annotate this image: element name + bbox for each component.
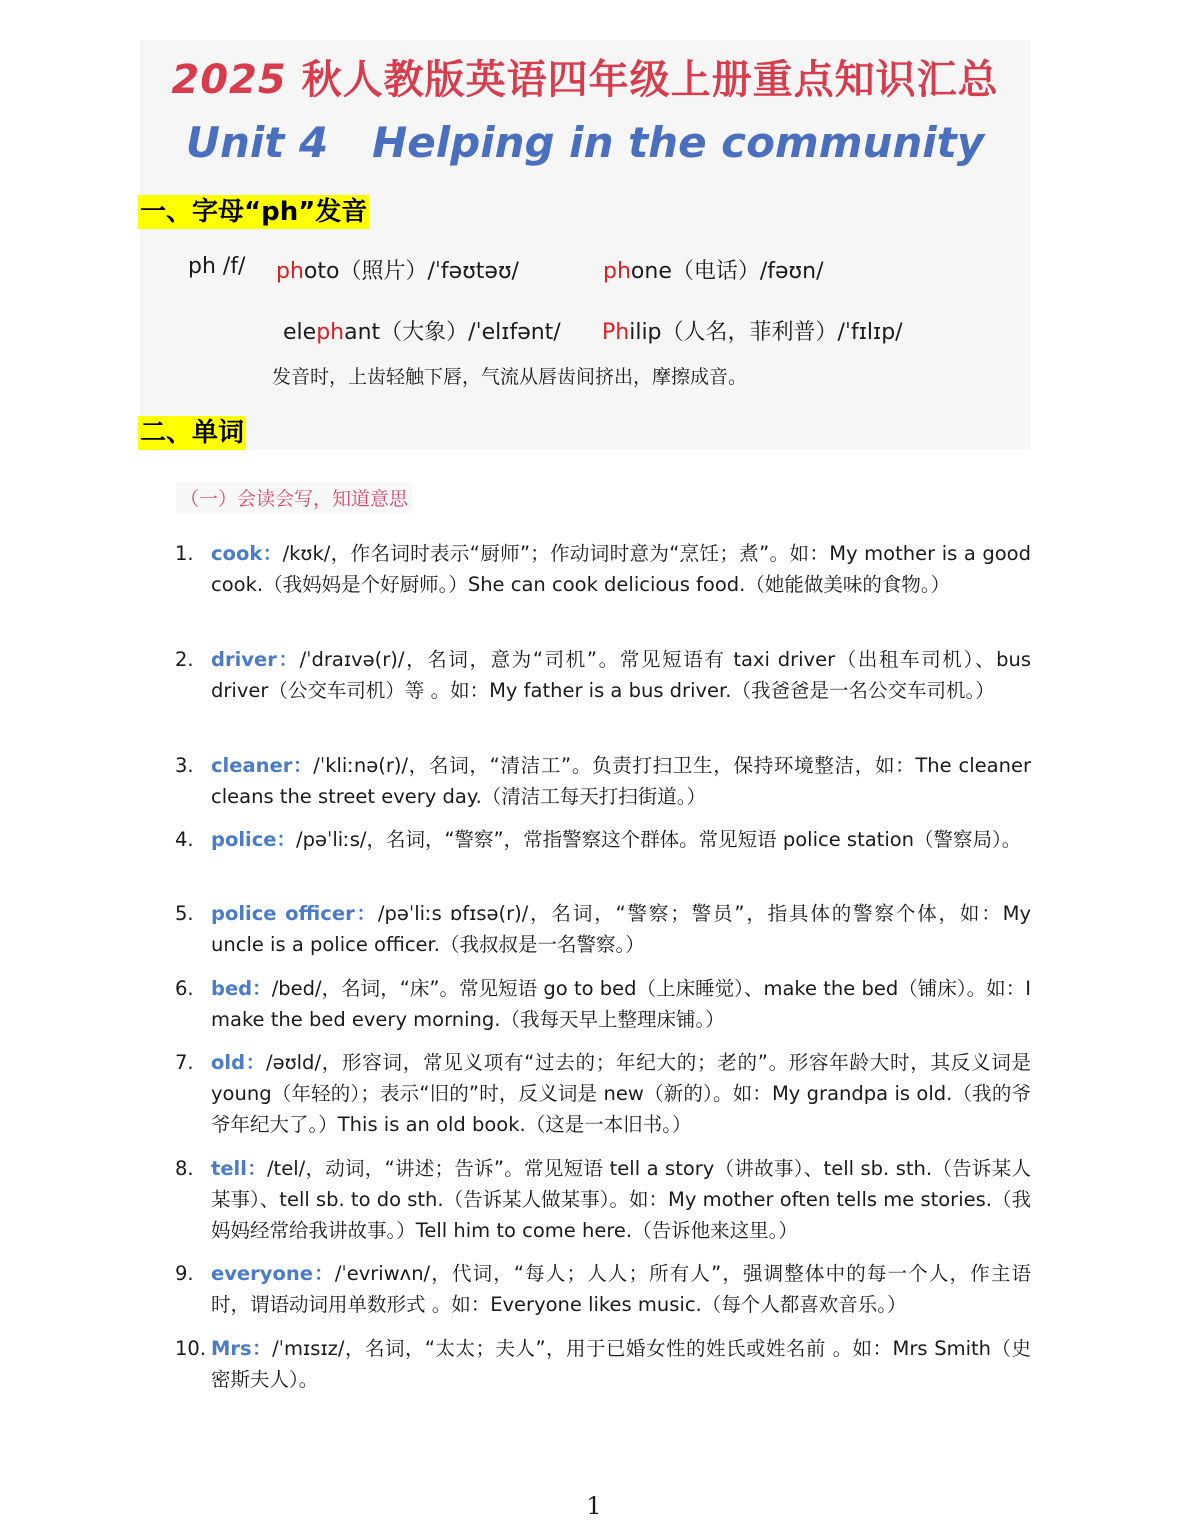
vocab-word: old： bbox=[211, 1051, 267, 1074]
ph-word-philip: Philip（人名，菲利普）/ˈfɪlɪp/ bbox=[602, 320, 903, 345]
vocab-word: police officer： bbox=[211, 902, 378, 925]
vocab-word: cook： bbox=[211, 542, 283, 565]
ph-rule: ph /f/ bbox=[188, 254, 246, 279]
page-title bbox=[140, 48, 1030, 105]
vocab-item: 6. bed：/bed/，名词，“床”。常见短语 go to bed（上床睡觉）、make the bed（铺床）。如：I make the bed every morning.（我每天早上整理床铺。） bbox=[175, 977, 1031, 1031]
vocab-word: police： bbox=[211, 828, 297, 851]
unit-title bbox=[140, 118, 1030, 167]
vocab-word: everyone： bbox=[211, 1262, 335, 1285]
ph-word-photo: photo（照片）/ˈfəʊtəʊ/ bbox=[276, 259, 519, 284]
vocab-word: tell： bbox=[211, 1157, 267, 1180]
vocab-word: bed： bbox=[211, 977, 272, 1000]
title-text: 秋人教版英语四年级上册重点知识汇总 bbox=[286, 57, 999, 103]
section2-subheading: （一）会读会写，知道意思 bbox=[176, 482, 412, 513]
unit-number: Unit 4 bbox=[185, 118, 329, 167]
vocab-item: 10. Mrs：/ˈmɪsɪz/，名词，“太太；夫人”，用于已婚女性的姓氏或姓名前 。如：Mrs Smith（史密斯夫人）。 bbox=[175, 1337, 1031, 1391]
vocab-item: 5. police officer：/pəˈliːs ɒfɪsə(r)/，名词，“警察；警员”，指具体的警察个体，如：My uncle is a police officer.（我叔叔是一名警察。） bbox=[175, 902, 1031, 956]
vocab-item: 4. police：/pəˈliːs/，名词，“警察”，常指警察这个群体。常见短语 police station（警察局）。 bbox=[175, 828, 1022, 851]
title-year: 2025 bbox=[171, 57, 287, 103]
ph-word-elephant: elephant（大象）/ˈelɪfənt/ bbox=[283, 320, 561, 345]
vocab-item: 9. everyone：/ˈevriwʌn/，代词，“每人；人人；所有人”，强调整体中的每一个人，作主语时，谓语动词用单数形式 。如：Everyone likes music.（每个人都喜欢音乐。） bbox=[175, 1262, 1031, 1316]
vocab-item: 1. cook：/kʊk/，作名词时表示“厨师”；作动词时意为“烹饪；煮”。如：My mother is a good cook.（我妈妈是个好厨师。）She can cook delicious food.（她能做美味的食物。） bbox=[175, 542, 1031, 596]
ph-word-phone: phone（电话）/fəʊn/ bbox=[603, 259, 824, 284]
vocab-item: 8. tell：/tel/，动词，“讲述；告诉”。常见短语 tell a story（讲故事）、tell sb. sth.（告诉某人某事）、tell sb. to do sth.（告诉某人做某事）。如：My mother often tells me stories.（我妈妈经常给我讲故事。）Tell him to come here.（告诉他来这里。） bbox=[175, 1157, 1031, 1242]
vocab-word: cleaner： bbox=[211, 754, 314, 777]
vocab-item: 7. old：/əʊld/，形容词，常见义项有“过去的；年纪大的；老的”。形容年龄大时，其反义词是 young（年轻的）；表示“旧的”时，反义词是 new（新的）。如：My grandpa is old.（我的爷爷年纪大了。）This is an old book.（这是一本旧书。） bbox=[175, 1051, 1031, 1136]
section1-heading: 一、字母“ph”发音 bbox=[140, 197, 368, 227]
vocab-item: 2. driver：/ˈdraɪvə(r)/，名词，意为“司机”。常见短语有 taxi driver（出租车司机）、bus driver（公交车司机）等 。如：My father is a bus driver.（我爸爸是一名公交车司机。） bbox=[175, 648, 1031, 702]
vocab-word: Mrs： bbox=[211, 1337, 273, 1360]
vocab-word: driver： bbox=[211, 648, 300, 671]
unit-name: Helping in the community bbox=[372, 118, 985, 167]
vocab-item: 3. cleaner：/ˈkliːnə(r)/，名词，“清洁工”。负责打扫卫生，保持环境整洁，如：The cleaner cleans the street every day.（清洁工每天打扫街道。） bbox=[175, 754, 1032, 808]
section2-heading: 二、单词 bbox=[140, 418, 245, 448]
page-number: 1 bbox=[586, 1492, 602, 1520]
pronunciation-note: 发音时，上齿轻触下唇，气流从唇齿间挤出，摩擦成音。 bbox=[272, 366, 748, 388]
